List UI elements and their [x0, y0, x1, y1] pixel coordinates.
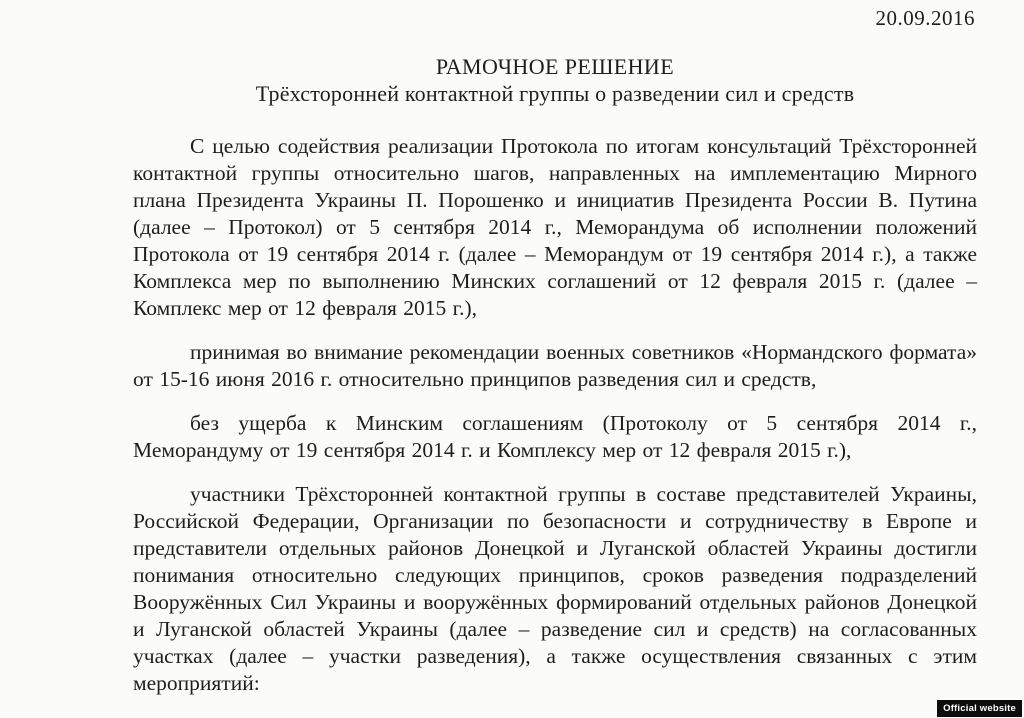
document-date: 20.09.2016 — [875, 6, 975, 30]
document-content — [133, 0, 977, 714]
paragraph-participants: участники Трёхсторонней контактной группы в составе представителей Украины, Российской Федерации, Организации по безопасности и сотрудничеству в Европе и представители отдельных районов Донецкой и Луганской областей Украины достигли понимания относительно следующих принципов, сроков разведения подразделений Вооружённых Сил Украины и вооружённых формирований отдельных районов Донецкой и Луганской областей Украины (далее – разведение сил и средств) на согласованных участках (далее – участки разведения), а также осуществления связанных с этим мероприятий: — [133, 482, 977, 695]
document-title: РАМОЧНОЕ РЕШЕНИЕ — [435, 54, 675, 79]
document-subtitle: Трёхсторонней контактной группы о разведении сил и средств — [255, 81, 855, 106]
paragraph-preamble: С целью содействия реализации Протокола по итогам консультаций Трёхсторонней контактной группы относительно шагов, направленных на имплементацию Мирного плана Президента Украины П. Порошенко и инициатив Президента России В. Путина (далее – Протокол) от 5 сентября 2014 г., Меморандума об исполнении положений Протокола от 19 сентября 2014 г. (далее – Меморандум от 19 сентября 2014 г.), а также Комплекса мер по выполнению Минских соглашений от 12 февраля 2015 г. (далее – Комплекс мер от 12 февраля 2015 г.), — [133, 134, 977, 320]
document-heading — [133, 53, 977, 107]
paragraph-recommendations: принимая во внимание рекомендации военных советников «Нормандского формата» от 15-16 июня 2016 г. относительно принципов разведения сил и средств, — [133, 340, 977, 391]
official-website-badge: Official website — [937, 700, 1022, 717]
paragraph-without-prejudice: без ущерба к Минским соглашениям (Протоколу от 5 сентября 2014 г., Меморандуму от 19 сентября 2014 г. и Комплексу мер от 12 февраля 2015 г.), — [133, 411, 977, 462]
document-body — [133, 133, 977, 697]
